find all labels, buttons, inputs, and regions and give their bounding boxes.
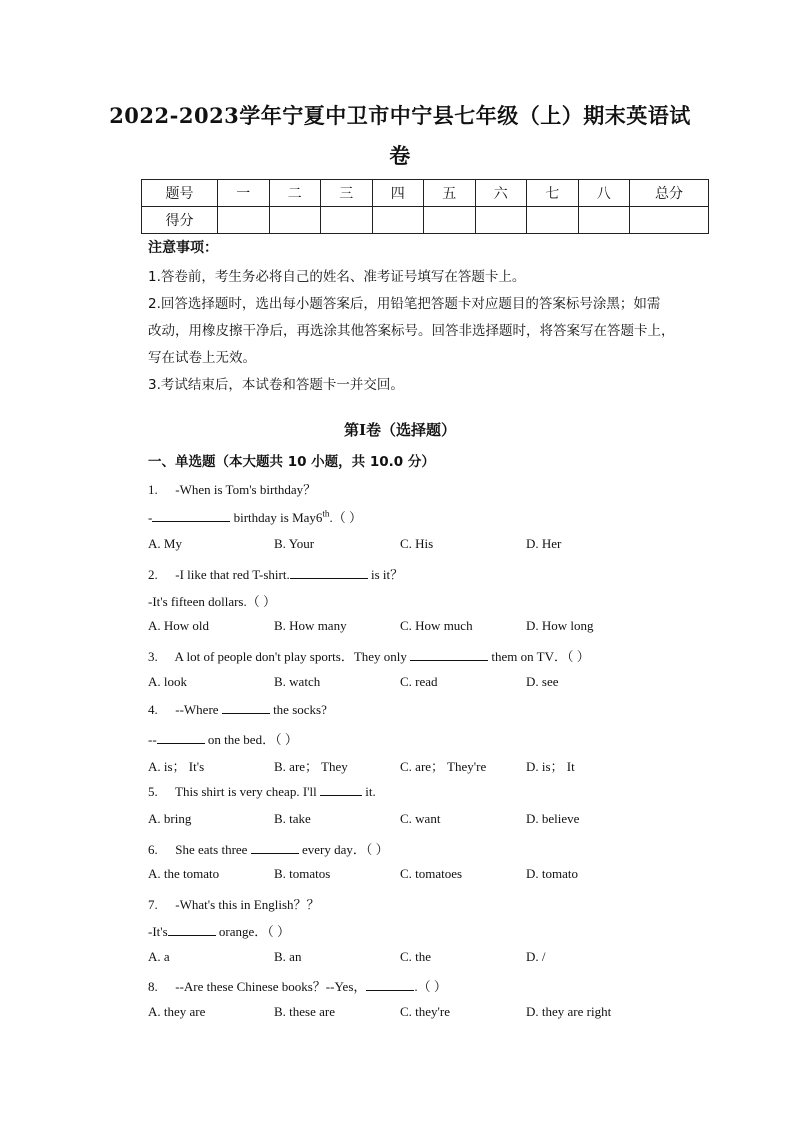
- response-end: .（ ）: [329, 510, 362, 525]
- question-text: -What's this in English？？: [175, 897, 320, 912]
- question-2-stem: [148, 564, 403, 583]
- score-header-cell: 八: [578, 180, 630, 207]
- score-cell: [269, 207, 321, 234]
- notes-heading: 注意事项：: [148, 240, 218, 256]
- question-3-option-b: B. watch: [274, 674, 321, 689]
- question-5-stem: [148, 783, 376, 800]
- question-1-option-c: C. His: [400, 536, 434, 551]
- question-number: 4.: [148, 702, 158, 717]
- question-3-option-a: A. look: [148, 674, 187, 689]
- question-4-option-c: C. are； They're: [400, 759, 487, 774]
- question-2-option-b: B. How many: [274, 618, 347, 633]
- score-cell: [372, 207, 424, 234]
- question-number: 8.: [148, 979, 158, 994]
- note-1: 1.答卷前，考生务必将自己的姓名、准考证号填写在答题卡上。: [148, 269, 526, 285]
- answer-blank: [410, 648, 488, 661]
- question-7-stem: [148, 894, 320, 913]
- response-text: on the bed．（ ）: [204, 732, 298, 747]
- question-8-option-c: C. they're: [400, 1004, 450, 1019]
- question-text: A lot of people don't play sports．They only: [174, 649, 411, 664]
- question-text-end: is it？: [367, 567, 404, 582]
- answer-blank: [251, 841, 299, 854]
- question-7-option-c: C. the: [400, 949, 432, 964]
- answer-blank: [366, 978, 414, 991]
- section-title: 第I卷（选择题）: [343, 421, 457, 439]
- answer-blank: [290, 566, 368, 579]
- question-8-stem: [148, 976, 447, 995]
- score-header-cell: 二: [269, 180, 321, 207]
- question-8-option-b: B. these are: [274, 1004, 336, 1019]
- score-header-cell: 七: [527, 180, 579, 207]
- score-cell: [578, 207, 630, 234]
- score-cell: [527, 207, 579, 234]
- score-cell: [475, 207, 527, 234]
- note-3: 3.考试结束后，本试卷和答题卡一并交回。: [148, 377, 404, 393]
- question-text-end: every day．（ ）: [298, 842, 389, 857]
- question-text: --Where: [175, 702, 222, 717]
- response-text: orange．（ ）: [215, 924, 291, 939]
- question-5-option-a: A. bring: [148, 811, 192, 826]
- question-8-option-a: A. they are: [148, 1004, 206, 1019]
- question-2-option-d: D. How long: [526, 618, 594, 633]
- question-number: 3.: [148, 649, 158, 664]
- question-1-option-d: D. Her: [526, 536, 562, 551]
- question-8-option-d: D. they are right: [526, 1004, 612, 1019]
- question-2-response: -It's fifteen dollars.（ ）: [148, 594, 276, 609]
- score-cell: [424, 207, 476, 234]
- question-text: --Are these Chinese books？--Yes，: [175, 979, 367, 994]
- question-5-option-c: C. want: [400, 811, 441, 826]
- answer-blank: [320, 783, 362, 796]
- question-7-option-a: A. a: [148, 949, 170, 964]
- note-2-line1: 2.回答选择题时，选出每小题答案后，用铅笔把答题卡对应题目的答案标号涂黑；如需: [148, 296, 661, 312]
- answer-blank: [168, 923, 216, 936]
- exam-title-line1: 2022-2023学年宁夏中卫市中宁县七年级（上）期末英语试: [109, 103, 691, 128]
- score-header-cell: 四: [372, 180, 424, 207]
- question-7-option-d: D. /: [526, 949, 546, 964]
- question-6-option-d: D. tomato: [526, 866, 578, 881]
- score-header-cell: 六: [475, 180, 527, 207]
- question-5-option-b: B. take: [274, 811, 311, 826]
- question-number: 7.: [148, 897, 158, 912]
- question-3-option-d: D. see: [526, 674, 559, 689]
- score-header-cell: 题号: [142, 180, 218, 207]
- question-1-stem: [148, 479, 316, 498]
- question-number: 2.: [148, 567, 158, 582]
- answer-blank: [152, 509, 230, 522]
- response-text: birthday is May6: [230, 510, 323, 525]
- question-text-end: .（ ）: [414, 979, 447, 994]
- response-prefix: -: [148, 510, 153, 525]
- question-text: -When is Tom's birthday？: [175, 482, 317, 497]
- question-number: 6.: [148, 842, 158, 857]
- score-cell: [630, 207, 709, 234]
- score-header-cell: 五: [424, 180, 476, 207]
- question-6-option-b: B. tomatos: [274, 866, 331, 881]
- question-5-option-d: D. believe: [526, 811, 580, 826]
- question-7-response: [148, 921, 290, 940]
- score-cell: [218, 207, 270, 234]
- score-table: [141, 179, 709, 234]
- question-6-stem: [148, 839, 389, 858]
- note-2-line2: 改动，用橡皮擦干净后，再选涂其他答案标号。回答非选择题时，将答案写在答题卡上，: [148, 323, 675, 339]
- answer-blank: [222, 701, 270, 714]
- question-text: -I like that red T-shirt.: [175, 567, 290, 582]
- part-title: 一、单选题（本大题共 10 小题，共 10.0 分）: [148, 454, 435, 470]
- score-table-header-row: [142, 180, 709, 207]
- question-1-option-b: B. Your: [274, 536, 315, 551]
- question-7-option-b: B. an: [274, 949, 302, 964]
- score-header-cell: 三: [321, 180, 373, 207]
- score-table-score-row: [142, 207, 709, 234]
- question-4-option-d: D. is； It: [526, 759, 575, 774]
- response-prefix: -It's: [148, 924, 168, 939]
- question-text-end: it.: [361, 784, 376, 799]
- question-4-option-b: B. are； They: [274, 759, 348, 774]
- score-row-label: 得分: [142, 207, 218, 234]
- ordinal-suffix: th: [322, 508, 330, 519]
- question-3-option-c: C. read: [400, 674, 438, 689]
- score-cell: [321, 207, 373, 234]
- question-2-option-c: C. How much: [400, 618, 473, 633]
- score-header-cell: 总分: [630, 180, 709, 207]
- question-2-option-a: A. How old: [148, 618, 210, 633]
- note-2-line3: 写在试卷上无效。: [148, 350, 256, 366]
- question-6-option-a: A. the tomato: [148, 866, 220, 881]
- response-prefix: --: [148, 732, 157, 747]
- question-6-option-c: C. tomatoes: [400, 866, 463, 881]
- question-1-response: [148, 507, 362, 526]
- score-header-cell: 一: [218, 180, 270, 207]
- question-text: She eats three: [175, 842, 251, 857]
- question-1-option-a: A. My: [148, 536, 182, 551]
- question-number: 1.: [148, 482, 158, 497]
- question-3-stem: [148, 646, 590, 665]
- question-4-option-a: A. is； It's: [148, 759, 205, 774]
- question-text-end: the socks?: [269, 702, 327, 717]
- question-text-end: them on TV．（ ）: [488, 649, 590, 664]
- question-4-response: [148, 729, 298, 748]
- question-text: This shirt is very cheap. I'll: [175, 784, 320, 799]
- question-4-stem: [148, 701, 327, 718]
- exam-title-line2: 卷: [389, 143, 411, 168]
- question-number: 5.: [148, 784, 158, 799]
- answer-blank: [157, 731, 205, 744]
